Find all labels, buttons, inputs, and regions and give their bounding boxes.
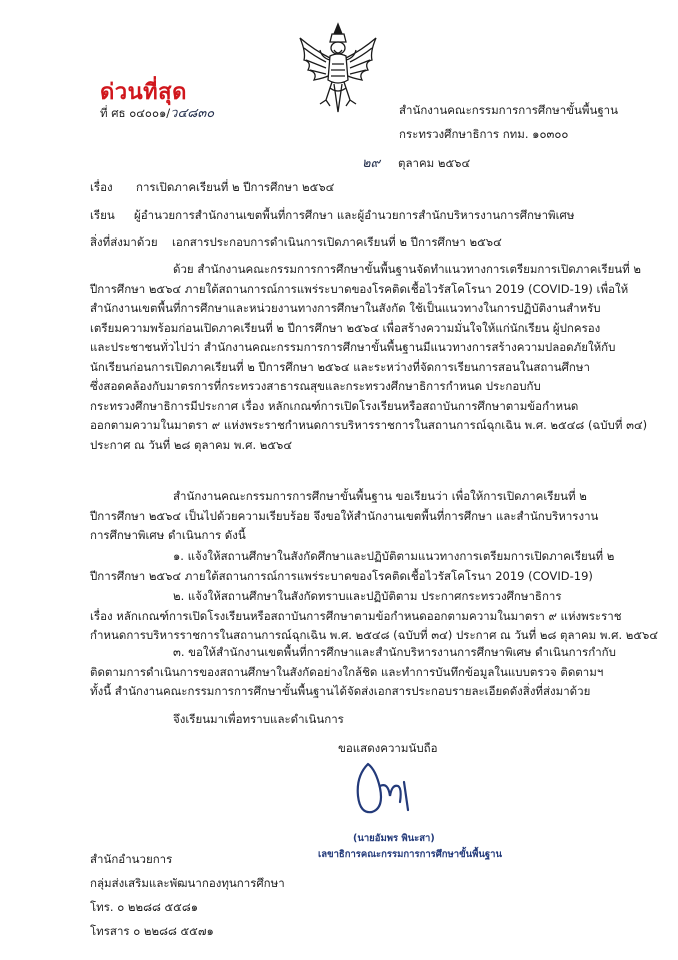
text-line: กระทรวงศึกษาธิการมีประกาศ เรื่อง หลักเกณฑ์การเปิดโรงเรียนหรือสถาบันการศึกษาตามข้อกำหนด xyxy=(90,398,579,413)
action-item-3 xyxy=(90,643,616,702)
enclosure-label: สิ่งที่ส่งมาด้วย xyxy=(90,235,158,249)
reference-handwritten: ว๔๘๓๐ xyxy=(170,106,215,121)
text-line: ติดตามการดำเนินการของสถานศึกษาในสังกัดอย่างใกล้ชิด และทำการบันทึกข้อมูลในแบบตรวจ ติดตามฯ xyxy=(90,664,604,679)
text-line: ๑. แจ้งให้สถานศึกษาในสังกัดศึกษาและปฏิบัติตามแนวทางการเตรียมการเปิดภาคเรียนที่ ๒ xyxy=(173,549,615,563)
text-line: ๓. ขอให้สำนักงานเขตพื้นที่การศึกษาและสำนักบริหารงานการศึกษาพิเศษ ดำเนินการกำกับ xyxy=(173,645,616,659)
text-line: ปีการศึกษา ๒๕๖๔ ภายใต้สถานการณ์การแพร่ระบาดของโรคติดเชื้อไวรัสโคโรนา 2019 (COVID-19) เพื่อให้ xyxy=(90,281,629,296)
handwritten-signature xyxy=(346,756,466,828)
text-line: ออกตามความในมาตรา ๙ แห่งพระราชกำหนดการบริหารราชการในสถานการณ์ฉุกเฉิน พ.ศ. ๒๕๔๘ (ฉบับที่ ๓๔) xyxy=(90,418,648,432)
text-line: และประชาชนทั่วไปว่า สำนักงานคณะกรรมการการศึกษาขั้นพื้นฐานมีแนวทางการสร้างความปลอดภัยให้กับ xyxy=(90,340,616,354)
office-name: สำนักงานคณะกรรมการการศึกษาขั้นพื้นฐาน xyxy=(399,103,618,117)
signer-name: (นายอัมพร พินะสา) xyxy=(353,833,435,844)
text-line: ซึ่งสอดคล้องกับมาตรการที่กระทรวงสาธารณสุขและกระทรวงศึกษาธิการกำหนด ประกอบกับ xyxy=(90,379,541,393)
footer-division: กลุ่มส่งเสริมและพัฒนากองทุนการศึกษา xyxy=(90,876,285,890)
reference-prefix: ที่ ศธ ๐๔๐๐๑/ xyxy=(100,106,171,120)
garuda-emblem-icon xyxy=(296,20,380,116)
date-month-year: ตุลาคม ๒๕๖๔ xyxy=(398,156,471,170)
date-day-handwritten: ๒๙ xyxy=(361,156,381,171)
text-line: สำนักงานคณะกรรมการการศึกษาขั้นพื้นฐาน ขอเรียนว่า เพื่อให้การเปิดภาคเรียนที่ ๒ xyxy=(173,489,587,503)
text-line: ทั้งนี้ สำนักงานคณะกรรมการการศึกษาขั้นพื้นฐานได้จัดส่งเอกสารประกอบรายละเอียดดังสิ่งที่ส่งมาด้วย xyxy=(90,684,591,698)
text-line: ๒. แจ้งให้สถานศึกษาในสังกัดทราบและปฏิบัติตาม ประกาศกระทรวงศึกษาธิการ xyxy=(173,589,562,603)
action-item-1 xyxy=(90,547,614,586)
text-line: เรื่อง หลักเกณฑ์การเปิดโรงเรียนหรือสถาบันการศึกษาตามข้อกำหนดออกตามความในมาตรา ๙ แห่งพระราช xyxy=(90,608,622,623)
text-line: เตรียมความพร้อมก่อนเปิดภาคเรียนที่ ๒ ปีการศึกษา ๒๕๖๔ เพื่อสร้างความมั่นใจให้แก่นักเรียน ผู้ปกครอง xyxy=(90,320,601,335)
footer-fax: โทรสาร ๐ ๒๒๘๘ ๕๕๗๑ xyxy=(90,924,214,938)
text-line: ปีการศึกษา ๒๕๖๔ ภายใต้สถานการณ์การแพร่ระบาดของโรคติดเชื้อไวรัสโคโรนา 2019 (COVID-19) xyxy=(90,568,593,583)
action-item-2 xyxy=(90,587,658,646)
footer-phone: โทร. ๐ ๒๒๘๘ ๕๕๘๑ xyxy=(90,900,199,914)
text-line: ประกาศ ณ วันที่ ๒๘ ตุลาคม พ.ศ. ๒๕๖๔ xyxy=(90,437,293,452)
body-paragraph-1 xyxy=(90,260,647,455)
subject-text: การเปิดภาคเรียนที่ ๒ ปีการศึกษา ๒๕๖๔ xyxy=(136,180,335,194)
letter-date xyxy=(344,156,470,171)
closing-sentence: จึงเรียนมาเพื่อทราบและดำเนินการ xyxy=(173,712,344,726)
urgency-label: ด่วนที่สุด xyxy=(100,80,187,105)
enclosure-text: เอกสารประกอบการดำเนินการเปิดภาคเรียนที่ ๒ ปีการศึกษา ๒๕๖๔ xyxy=(172,235,502,249)
text-line: ด้วย สำนักงานคณะกรรมการการศึกษาขั้นพื้นฐานจัดทำแนวทางการเตรียมการเปิดภาคเรียนที่ ๒ xyxy=(173,262,641,276)
recipient-text: ผู้อำนวยการสำนักงานเขตพื้นที่การศึกษา และผู้อำนวยการสำนักบริหารงานการศึกษาพิเศษ xyxy=(134,208,575,222)
subject-label: เรื่อง xyxy=(90,180,113,194)
text-line: กำหนดการบริหารราชการในสถานการณ์ฉุกเฉิน พ.ศ. ๒๕๔๘ (ฉบับที่ ๓๔) ประกาศ ณ วันที่ ๒๘ ตุลาคม พ.ศ. ๒๕๖๔ xyxy=(90,628,659,642)
text-line: นักเรียนก่อนการเปิดภาคเรียนที่ ๒ ปีการศึกษา ๒๕๖๔ และระหว่างที่จัดการเรียนการสอนในสถานศึกษา xyxy=(90,359,590,374)
reference-number xyxy=(100,106,214,121)
recipient-label: เรียน xyxy=(90,208,115,222)
regards-text: ขอแสดงความนับถือ xyxy=(338,741,438,755)
footer-department: สำนักอำนวยการ xyxy=(90,852,173,866)
signer-title: เลขาธิการคณะกรรมการการศึกษาขั้นพื้นฐาน xyxy=(318,849,502,860)
text-line: การศึกษาพิเศษ ดำเนินการ ดังนี้ xyxy=(90,528,246,542)
text-line: ปีการศึกษา ๒๕๖๔ เป็นไปด้วยความเรียบร้อย จึงขอให้สำนักงานเขตพื้นที่การศึกษา และสำนักบริหารงาน xyxy=(90,508,599,523)
office-address: กระทรวงศึกษาธิการ กทม. ๑๐๓๐๐ xyxy=(399,127,569,141)
text-line: สำนักงานเขตพื้นที่การศึกษาและหน่วยงานทางการศึกษาในสังกัด ใช้เป็นแนวทางในการปฏิบัติงานสำหรับ xyxy=(90,301,601,315)
body-paragraph-2 xyxy=(90,487,598,546)
